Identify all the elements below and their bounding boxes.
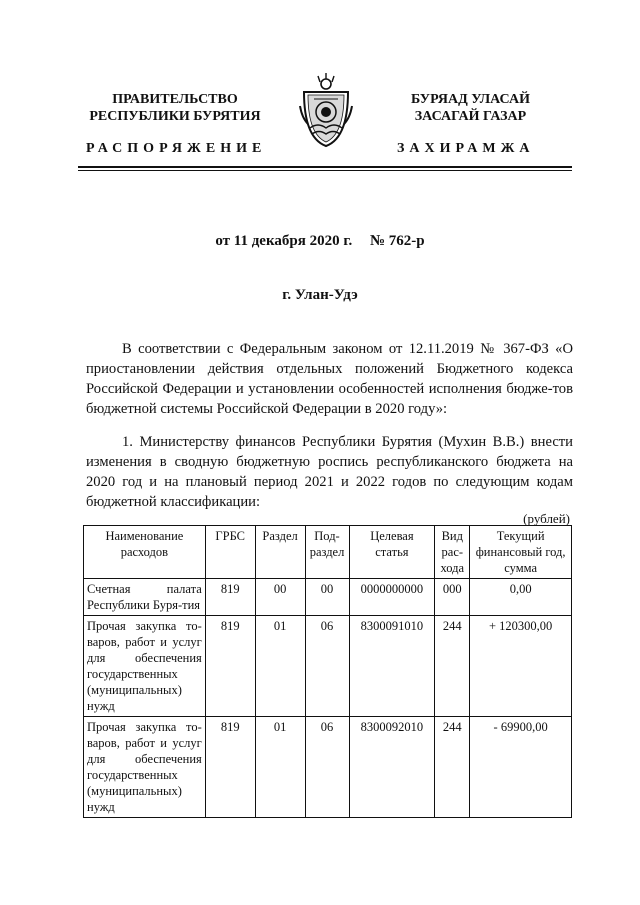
document-number: № 762-р (369, 233, 425, 249)
cell-target-article: 0000000000 (349, 579, 435, 616)
cell-expense-type: 244 (435, 717, 470, 818)
cell-grbs: 819 (205, 616, 255, 717)
table-row (84, 616, 572, 717)
preamble-paragraph: В соответствии с Федеральным законом от 12.11.2019 № 367-ФЗ «О приостановлении действия отдельных положений Бюджетного кодекса Российской Федерации и установлении особенностей исполнения бюдже-тов бюджетной системы Российской Федерации в 2020 году»: (86, 341, 573, 417)
cell-target-article: 8300091010 (349, 616, 435, 717)
col-header-expense-type: Вид рас-хода (435, 526, 470, 579)
cell-section: 01 (255, 616, 305, 717)
cell-expense-type: 000 (435, 579, 470, 616)
clause-1-paragraph: 1. Министерству финансов Республики Бурятия (Мухин В.В.) внести изменения в сводную бюджетную роспись республиканского бюджета на 2020 год и на плановый период 2021 и 2022 годов по следующим кодам бюджетной классификации: (86, 434, 573, 510)
cell-amount: + 120300,00 (470, 616, 572, 717)
col-header-grbs: ГРБС (205, 526, 255, 579)
doc-type-right: ЗАХИРАМЖА (397, 141, 535, 156)
cell-expense-type: 244 (435, 616, 470, 717)
coat-of-arms-icon (296, 72, 356, 148)
city: г. Улан-Удэ (282, 287, 358, 303)
col-header-subsection: Под-раздел (305, 526, 349, 579)
cell-name: Прочая закупка то-варов, работ и услуг для обеспечения государственных (муниципальных) нужд (84, 616, 206, 717)
header-right-line-1: БУРЯАД УЛАСАЙ (411, 92, 530, 107)
col-header-target-article: Целевая статья (349, 526, 435, 579)
cell-name: Прочая закупка то-варов, работ и услуг для обеспечения государственных (муниципальных) нужд (84, 717, 206, 818)
cell-grbs: 819 (205, 717, 255, 818)
cell-subsection: 06 (305, 616, 349, 717)
date-line (0, 233, 640, 250)
cell-section: 01 (255, 717, 305, 818)
header-right (388, 91, 553, 125)
table-header-row (84, 526, 572, 579)
units-note: (рублей) (523, 511, 570, 526)
header-rule-thick (78, 166, 572, 168)
col-header-name: Наименование расходов (84, 526, 206, 579)
col-header-section: Раздел (255, 526, 305, 579)
budget-table (83, 525, 572, 818)
cell-subsection: 00 (305, 579, 349, 616)
cell-section: 00 (255, 579, 305, 616)
document-date: от 11 декабря 2020 г. (215, 233, 353, 249)
header-left-line-2: РЕСПУБЛИКИ БУРЯТИЯ (89, 109, 261, 124)
table-row (84, 717, 572, 818)
cell-subsection: 06 (305, 717, 349, 818)
cell-name: Счетная палата Республики Буря-тия (84, 579, 206, 616)
col-header-amount: Текущий финансовый год, сумма (470, 526, 572, 579)
table-row (84, 579, 572, 616)
cell-amount: - 69900,00 (470, 717, 572, 818)
cell-amount: 0,00 (470, 579, 572, 616)
header-left-line-1: ПРАВИТЕЛЬСТВО (112, 92, 238, 107)
header-right-line-2: ЗАСАГАЙ ГАЗАР (414, 109, 527, 124)
header-left (80, 91, 270, 125)
cell-target-article: 8300092010 (349, 717, 435, 818)
header-rule-thin (78, 170, 572, 171)
doc-type-left: РАСПОРЯЖЕНИЕ (86, 141, 267, 156)
cell-grbs: 819 (205, 579, 255, 616)
